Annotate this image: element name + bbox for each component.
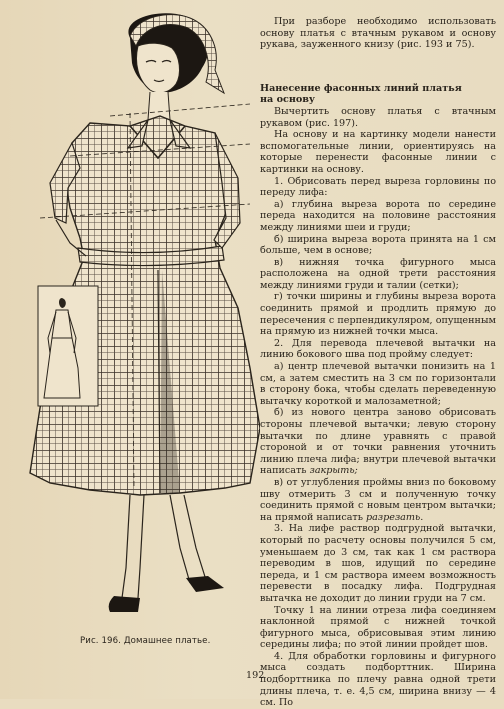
page-number: 192: [246, 670, 265, 681]
section-heading-line2: на основу: [260, 94, 316, 106]
paragraph-text: б) из нового центра заново обрисовать стороны плечевой вытачки; левую сторону вытачки по длине уравнять с правой стороной и от точки равнения уточнить линию плеча лифа; внутри плечевой вытачки написать: [260, 407, 496, 477]
paragraph: [260, 477, 496, 523]
italic-term: закрыть;: [309, 465, 358, 477]
paragraph: г) точки ширины и глубины выреза ворота соединить прямой и продлить прямую до пересечения с перпендикуляром, опущенным на прямую из нижней точки мыса.: [260, 291, 496, 338]
paragraph: в) нижняя точка фигурного мыса расположена на одной трети расстояния между линиями груди и талии (сетки);: [260, 256, 496, 291]
figure-caption: Рис. 196. Домашнее платье.: [80, 636, 211, 646]
paragraph: [260, 407, 496, 477]
paragraph: 3. На лифе раствор подгрудной вытачки, который по расчету основы получился 5 см, уменьшаем до 3 см, так как 1 см раствора переводим в шов, идущий по середине переда, и 1 см раствора имеем возможность перевести в посадку лифа. Подгрудная вытачка не доходит до линии груди на 7 см.: [260, 523, 496, 604]
paragraph: 1. Обрисовать перед выреза горловины по переду лифа:: [260, 175, 496, 199]
paragraph: а) глубина выреза ворота по середине переда находится на половине расстояния между линиями шеи и груди;: [260, 198, 496, 233]
paragraph-text: в) от углубления проймы вниз по боковому шву отмерить 3 см и полученную точку соединить прямой с новым центром вытачки; на прямой написать: [260, 476, 496, 523]
paragraph: Вычертить основу платья с втачным рукавом (рис. 197).: [260, 105, 496, 129]
dress-illustration: [10, 8, 260, 638]
intro-paragraph: При разборе необходимо использовать основу платья с втачным рукавом и основу рукава, зауженного книзу (рис. 193 и 75).: [260, 16, 496, 51]
body-text: [260, 16, 496, 709]
section-heading-line1: Нанесение фасонных линий платья: [260, 82, 462, 94]
italic-term: разрезать.: [366, 511, 424, 523]
paragraph: Точку 1 на линии отреза лифа соединяем наклонной прямой с нижней точкой фигурного мыса, обрисовывая этим линию середины лифа; по этой линии пройдет шов.: [260, 604, 496, 651]
section-heading: [260, 83, 496, 106]
paragraph: 2. Для перевода плечевой вытачки на линию бокового шва под пройму следует:: [260, 337, 496, 361]
figure-illustration: [10, 8, 260, 648]
paragraph: На основу и на картинку модели нанести вспомогательные линии, ориентируясь на которые перенести фасонные линии с картинки на основу.: [260, 129, 496, 175]
paragraph: 4. Для обработки горловины и фигурного мыса создать подборттник. Ширина подборттника по плечу равна одной трети длины плеча, т. е. 4,5 см, ширина внизу — 4 см. По: [260, 650, 496, 709]
paragraph: а) центр плечевой вытачки понизить на 1 см, а затем сместить на 3 см по горизонтали в сторону бока, чтобы сделать переведенную вытачку короткой и малозаметной;: [260, 361, 496, 407]
paragraph: б) ширина выреза ворота принята на 1 см больше, чем в основе;: [260, 233, 496, 257]
